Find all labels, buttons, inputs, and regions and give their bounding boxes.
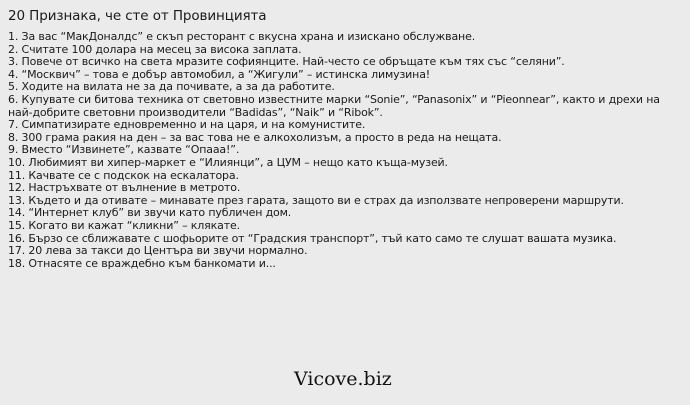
list-item: 9. Вместо “Извинете”, казвате “Опааа!”. bbox=[8, 143, 240, 157]
document-title: 20 Признака, че сте от Провинцията bbox=[8, 8, 267, 24]
list-item: 17. 20 лева за такси до Центъра ви звучи нормално. bbox=[8, 244, 308, 258]
list-item: 3. Повече от всичко на света мразите софиянците. Най-често се обръщате към тях със “селяни”. bbox=[8, 55, 565, 69]
list-item: 5. Ходите на вилата не за да почивате, а за да работите. bbox=[8, 80, 335, 94]
list-item: 1. За вас “МакДоналдс” е скъп ресторант с вкусна храна и изискано обслужване. bbox=[8, 30, 476, 43]
list-item: 2. Считате 100 долара на месец за висока заплата. bbox=[8, 42, 302, 56]
list-item: 12. Настръхвате от вълнение в метрото. bbox=[8, 181, 241, 195]
list-item: 13. Където и да отивате – минавате през гарата, защото ви е страх да използвате непроверени маршрути. bbox=[8, 193, 624, 207]
list-item: 14. “Интернет клуб” ви звучи като публичен дом. bbox=[8, 206, 292, 220]
list-item: 18. Отнасяте се враждебно към банкомати и... bbox=[8, 256, 276, 270]
list-item: 8. 300 грама ракия на ден – за вас това не е алкохолизъм, а просто в реда на нещата. bbox=[8, 130, 502, 144]
site-watermark: Vicove.biz bbox=[294, 368, 392, 390]
list-item: 15. Когато ви кажат “кликни” – клякате. bbox=[8, 218, 240, 232]
list-item: 7. Симпатизирате едновременно и на царя, и на комунистите. bbox=[8, 118, 366, 132]
list-item: 16. Бързо се сближавате с шофьорите от “Градския транспорт”, тъй като само те слушат вашата музика. bbox=[8, 231, 617, 245]
list-item: 6. Купувате си битова техника от световно известните марки “Sonie”, “Panasonix” и “Pieonnear”, както и дрехи на най-добрите световни производители “Badidas”, “Naik” и “Ribok”. bbox=[8, 92, 660, 119]
list-item: 4. “Москвич” – това е добър автомобил, а “Жигули” – истинска лимузина! bbox=[8, 67, 431, 81]
list-item: 11. Качвате се с подскок на ескалатора. bbox=[8, 168, 239, 182]
signs-list bbox=[8, 31, 684, 270]
list-item: 10. Любимият ви хипер-маркет е “Илиянци”, а ЦУМ – нещо като къща-музей. bbox=[8, 155, 448, 169]
